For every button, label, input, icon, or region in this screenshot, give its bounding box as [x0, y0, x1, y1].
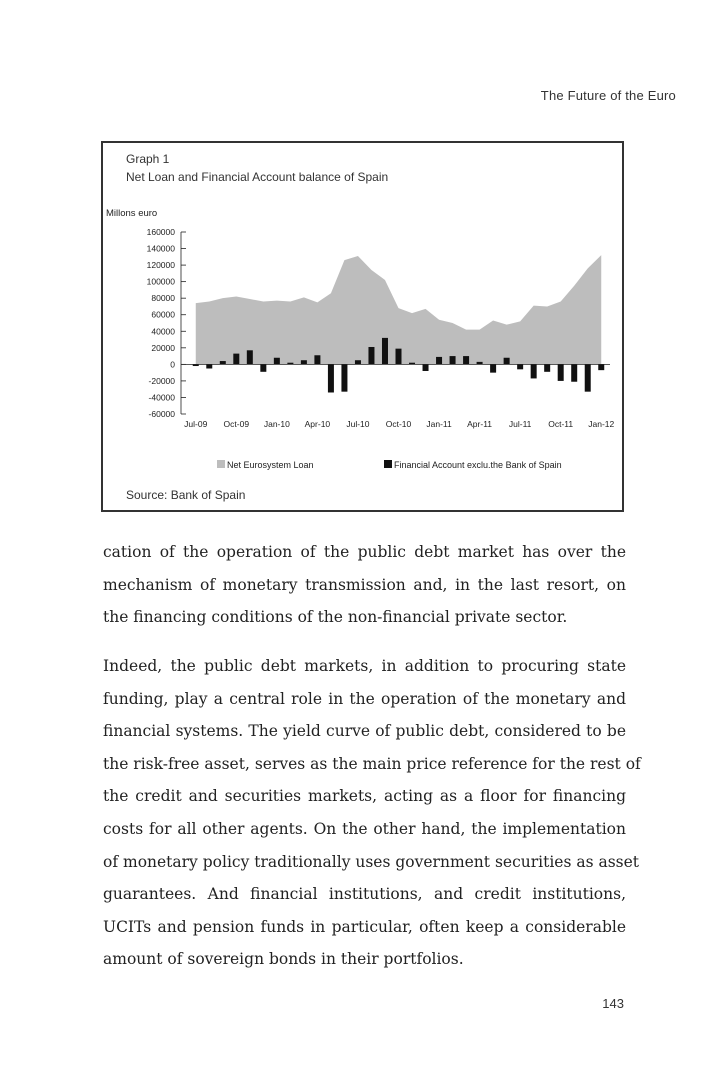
bar-financial-account [598, 364, 604, 370]
text-line: the risk-free asset, serves as the main price reference for the rest of [103, 754, 641, 773]
running-header: The Future of the Euro [540, 88, 676, 103]
y-tick-label: -20000 [148, 375, 175, 386]
text-line: of monetary policy traditionally uses government securities as asset [103, 852, 640, 871]
bar-financial-account [436, 357, 442, 364]
x-tick-label: Jan-11 [426, 419, 452, 429]
bar-financial-account [206, 364, 212, 368]
y-tick-label: 100000 [146, 276, 175, 287]
bar-financial-account [558, 364, 564, 381]
y-tick-label: 80000 [151, 293, 175, 304]
bar-financial-account [544, 364, 550, 371]
paragraph-2 [103, 650, 641, 976]
text-line: Indeed, the public debt markets, in addition to procuring state [103, 657, 626, 675]
text-line: financial systems. The yield curve of public debt, considered to be [103, 722, 626, 741]
x-tick-label: Jan-12 [588, 419, 615, 429]
text-line: funding, play a central role in the operation of the monetary and [103, 689, 626, 708]
x-tick-label: Apr-10 [304, 419, 331, 429]
bar-financial-account [301, 360, 307, 364]
bar-financial-account [233, 354, 239, 365]
bar-financial-account [450, 356, 456, 364]
bar-financial-account [355, 360, 361, 364]
figure-box [101, 141, 624, 512]
bar-financial-account [247, 350, 253, 364]
text-line: the financing conditions of the non-financial private sector. [103, 608, 568, 627]
y-tick-label: -60000 [148, 409, 175, 419]
bar-financial-account [463, 356, 469, 364]
bar-financial-account [220, 361, 226, 364]
plot-area [147, 227, 615, 429]
y-tick-label: -40000 [148, 392, 175, 403]
graph-source: Source: Bank of Spain [126, 488, 246, 502]
y-tick-label: 120000 [146, 260, 175, 271]
bar-financial-account [571, 364, 577, 381]
x-tick-label: Oct-10 [385, 419, 412, 429]
x-tick-label: Jan-10 [263, 419, 290, 429]
bar-financial-account [585, 364, 591, 391]
x-tick-label: Oct-09 [223, 419, 250, 429]
graph-title: Net Loan and Financial Account balance of Spain [126, 170, 389, 184]
y-unit-label: Millons euro [106, 208, 158, 219]
text-line: cation of the operation of the public debt market has over the [103, 543, 626, 561]
x-tick-label: Apr-11 [467, 419, 493, 429]
x-tick-label: Jul-09 [184, 419, 208, 429]
text-line: guarantees. And financial institutions, and credit institutions, [103, 885, 626, 904]
bar-financial-account [314, 355, 320, 364]
bar-financial-account [531, 364, 537, 378]
legend-label-area: Net Eurosystem Loan [227, 460, 314, 470]
page-number: 143 [602, 996, 624, 1011]
text-line: the credit and securities markets, acting as a floor for financing [103, 787, 626, 806]
text-line: mechanism of monetary transmission and, in the last resort, on [103, 575, 626, 594]
bar-financial-account [368, 347, 374, 364]
bar-financial-account [274, 358, 280, 365]
x-tick-label: Jul-11 [508, 419, 532, 429]
y-tick-label: 140000 [146, 243, 175, 254]
legend-label-bar: Financial Account exclu.the Bank of Spain [394, 460, 562, 470]
bar-financial-account [517, 364, 523, 369]
bar-financial-account [382, 338, 388, 364]
bar-financial-account [341, 364, 347, 391]
graph-label: Graph 1 [126, 152, 170, 166]
text-line: costs for all other agents. On the other hand, the implementation [103, 819, 626, 838]
chart [103, 198, 622, 488]
bar-financial-account [328, 364, 334, 392]
text-line: UCITs and pension funds in particular, often keep a considerable [103, 917, 626, 936]
y-tick-label: 160000 [146, 227, 175, 237]
y-tick-label: 20000 [151, 342, 175, 353]
bar-financial-account [490, 364, 496, 372]
bar-financial-account [423, 364, 429, 371]
bar-financial-account [260, 364, 266, 371]
legend-swatch-area [217, 460, 225, 468]
y-tick-label: 40000 [151, 326, 175, 337]
legend [217, 460, 562, 470]
x-tick-label: Oct-11 [548, 419, 574, 429]
paragraph-1 [103, 536, 626, 634]
area-net-eurosystem-loan [196, 255, 601, 364]
text-line: amount of sovereign bonds in their portfolios. [103, 950, 464, 969]
y-tick-label: 0 [170, 359, 175, 370]
legend-swatch-bar [384, 460, 392, 468]
x-tick-label: Jul-10 [346, 419, 370, 429]
bar-financial-account [396, 349, 402, 365]
y-tick-label: 60000 [151, 309, 175, 320]
bar-financial-account [504, 358, 510, 365]
